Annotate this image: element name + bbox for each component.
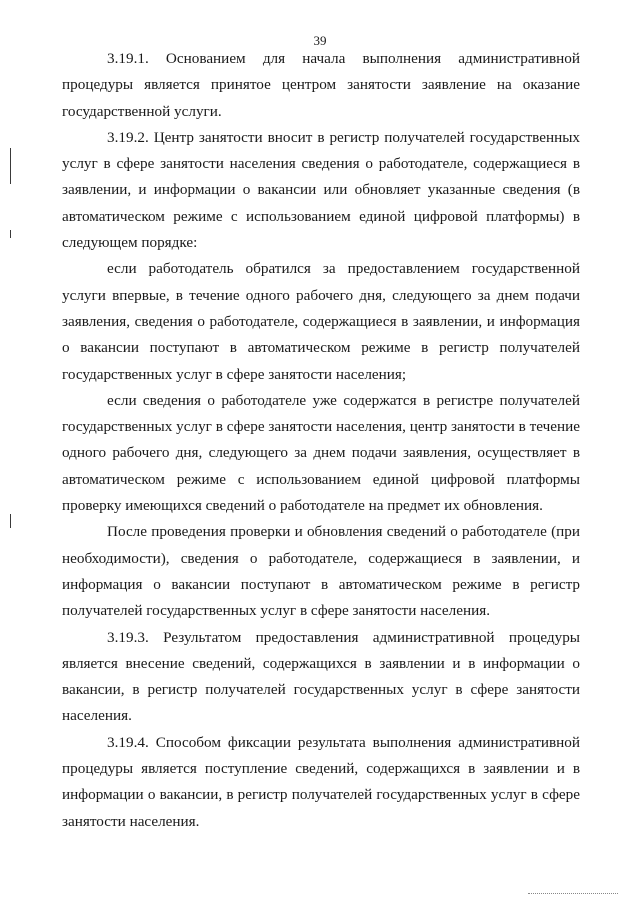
paragraph-3-19-3: 3.19.3. Результатом предоставления административной процедуры является внесение сведений, содержащихся в заявлении и в информации о вакансии, в регистр получателей государственных услуг в сфере занятости населения. — [62, 628, 580, 725]
paragraph-after-verification: После проведения проверки и обновления сведений о работодателе (при необходимости), сведения о работодателе, содержащиеся в заявлении, и информация о вакансии поступают в автоматическом режиме в регистр получателей государственных услуг в сфере занятости населения. — [62, 523, 580, 620]
paragraph-3-19-2: 3.19.2. Центр занятости вносит в регистр получателей государственных услуг в сфере занятости населения сведения о работодателе, содержащиеся в заявлении, и информации о вакансии или обновляет указанные сведения (в автоматическом режиме с использованием единой цифровой платформы) в следующем порядке: — [62, 128, 580, 252]
scan-margin-mark — [10, 230, 11, 238]
paragraph-3-19-1: 3.19.1. Основанием для начала выполнения административной процедуры является принятое центром занятости заявление на оказание государственной услуги. — [62, 50, 580, 120]
paragraph-existing-employer: если сведения о работодателе уже содержатся в регистре получателей государственных услуг в сфере занятости населения, центр занятости в течение одного рабочего дня, следующего за днем подачи заявления, осуществляет в автоматическом режиме с использованием единой цифровой платформы проверку имеющихся сведений о работодателе на предмет их обновления. — [62, 391, 580, 515]
paragraph-3-19-4: 3.19.4. Способом фиксации результата выполнения административной процедуры является поступление сведений, содержащихся в заявлении и в информации о вакансии, в регистр получателей государственных услуг в сфере занятости населения. — [62, 733, 580, 830]
document-body — [62, 46, 580, 835]
paragraph-first-time-employer: если работодатель обратился за предоставлением государственной услуги впервые, в течение одного рабочего дня, следующего за днем подачи заявления, сведения о работодателе, содержащиеся в заявлении, и информация о вакансии поступают в автоматическом режиме в регистр получателей государственных услуг в сфере занятости населения; — [62, 260, 580, 383]
scan-margin-mark — [10, 514, 11, 528]
page-number: 39 — [313, 33, 327, 48]
scan-bottom-dots — [528, 892, 618, 894]
scan-margin-mark — [10, 148, 11, 184]
